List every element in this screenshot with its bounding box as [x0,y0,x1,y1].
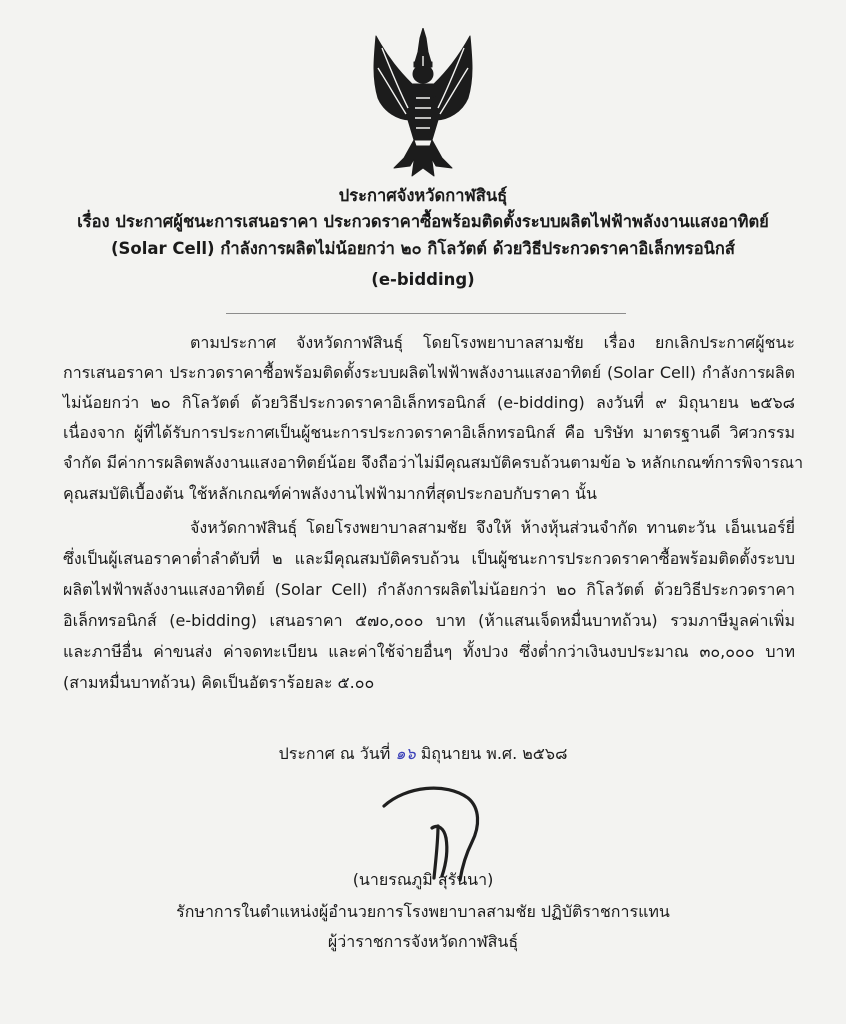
paragraph-2-line: ซึ่งเป็นผู้เสนอราคาต่ำลำดับที่ ๒ และมีคุณสมบัติครบถ้วน เป็นผู้ชนะการประกวดราคาซื้อพร้อมติดตั้งระบบ [63,549,795,568]
paragraph-2-line: ผลิตไฟฟ้าพลังงานแสงอาทิตย์ (Solar Cell) กำลังการผลิตไม่น้อยกว่า ๒๐ กิโลวัตต์ ด้วยวิธีประกวดราคา [63,580,795,599]
signatory-title: รักษาการในตำแหน่งผู้อำนวยการโรงพยาบาลสามชัย ปฏิบัติราชการแทน [176,902,670,921]
divider [226,313,626,314]
paragraph-1-line: คุณสมบัติเบื้องต้น ใช้หลักเกณฑ์ค่าพลังงานไฟฟ้ามากที่สุดประกอบกับราคา นั้น [63,484,597,503]
paragraph-1-line: ไม่น้อยกว่า ๒๐ กิโลวัตต์ ด้วยวิธีประกวดราคาอิเล็กทรอนิกส์ (e-bidding) ลงวันที่ ๙ มิถุนายน ๒๕๖๘ [63,393,795,412]
garuda-emblem-icon [370,28,476,180]
paragraph-2-line: จังหวัดกาฬสินธุ์ โดยโรงพยาบาลสามชัย จึงให้ ห้างหุ้นส่วนจำกัด ทานตะวัน เอ็นเนอร์ยี่ [190,518,795,537]
paragraph-1-line: เนื่องจาก ผู้ที่ได้รับการประกาศเป็นผู้ชนะการประกวดราคาอิเล็กทรอนิกส์ คือ บริษัท มาตรฐานดี วิศวกรรม [63,423,795,442]
paragraph-1-line: จำกัด มีค่าการผลิตพลังงานแสงอาทิตย์น้อย จึงถือว่าไม่มีคุณสมบัติครบถ้วนตามข้อ ๖ หลักเกณฑ์การพิจารณา [63,453,804,472]
subject-line-2: (Solar Cell) กำลังการผลิตไม่น้อยกว่า ๒๐ กิโลวัตต์ ด้วยวิธีประกวดราคาอิเล็กทรอนิกส์ [111,239,735,258]
subject-line: เรื่อง ประกาศผู้ชนะการเสนอราคา ประกวดราคาซื้อพร้อมติดตั้งระบบผลิตไฟฟ้าพลังงานแสงอาทิตย์ [77,212,769,231]
signatory-name: (นายรณภูมิ สุรันนา) [352,870,494,889]
announcement-heading: ประกาศจังหวัดกาฬสินธุ์ [338,186,508,205]
date-day: ๑๖ [395,744,416,763]
subject-line-3: (e-bidding) [371,270,475,289]
paragraph-1-line: การเสนอราคา ประกวดราคาซื้อพร้อมติดตั้งระบบผลิตไฟฟ้าพลังงานแสงอาทิตย์ (Solar Cell) กำลังการผลิต [63,363,795,382]
paragraph-2-line: อิเล็กทรอนิกส์ (e-bidding) เสนอราคา ๕๗๐,๐๐๐ บาท (ห้าแสนเจ็ดหมื่นบาทถ้วน) รวมภาษีมูลค่าเพิ่ม [63,611,795,630]
paragraph-1-line: ตามประกาศ จังหวัดกาฬสินธุ์ โดยโรงพยาบาลสามชัย เรื่อง ยกเลิกประกาศผู้ชนะ [190,333,795,352]
date-suffix: มิถุนายน พ.ศ. ๒๕๖๘ [420,744,568,763]
paragraph-2-line: และภาษีอื่น ค่าขนส่ง ค่าจดทะเบียน และค่าใช้จ่ายอื่นๆ ทั้งปวง ซึ่งต่ำกว่าเงินงบประมาณ ๓๐,๐๐๐ บาท [63,642,796,661]
date-line [0,746,846,762]
date-prefix: ประกาศ ณ วันที่ [278,744,391,763]
paragraph-2-line: (สามหมื่นบาทถ้วน) คิดเป็นอัตราร้อยละ ๕.๐๐ [63,673,375,692]
signatory-title-2: ผู้ว่าราชการจังหวัดกาฬสินธุ์ [327,932,519,951]
